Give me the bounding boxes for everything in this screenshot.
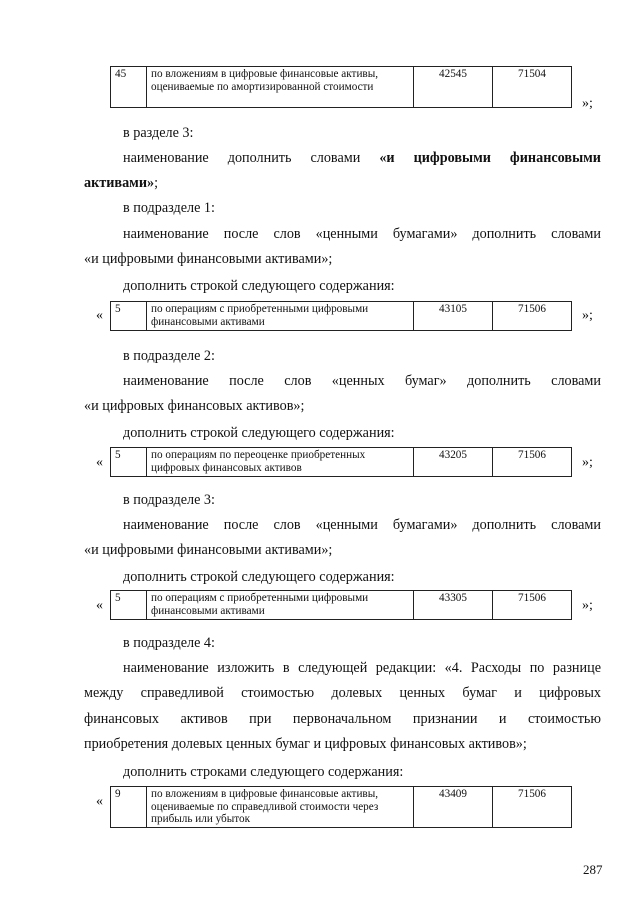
opening-quote: « bbox=[96, 794, 103, 809]
subsection-4-heading: в подразделе 4: bbox=[123, 635, 215, 651]
row-description: по операциям с приобретенными цифровыми финансовыми активами bbox=[147, 302, 414, 331]
paragraph-4-line-2: «и цифровыми финансовыми активами»; bbox=[84, 542, 333, 558]
paragraph-3-line-2: «и цифровых финансовых активов»; bbox=[84, 398, 305, 414]
paragraph-2-line-1: наименование после слов «ценными бумагами» дополнить словами bbox=[123, 226, 601, 242]
row-code-2: 71506 bbox=[493, 787, 572, 828]
subsection-1-heading: в подразделе 1: bbox=[123, 200, 215, 216]
table-row-1 bbox=[110, 66, 572, 108]
row-code-2: 71506 bbox=[493, 448, 572, 477]
closing-quote: »; bbox=[582, 455, 593, 470]
row-code-1: 43305 bbox=[414, 591, 493, 620]
table-row-3 bbox=[110, 447, 572, 477]
row-description: по вложениям в цифровые финансовые активы, оцениваемые по справедливой стоимости через прибыль или убыток bbox=[147, 787, 414, 828]
row-code-1: 43205 bbox=[414, 448, 493, 477]
opening-quote: « bbox=[96, 308, 103, 323]
paragraph-1-line-1: наименование дополнить словами «и цифровыми финансовыми bbox=[123, 150, 601, 166]
row-code-1: 43105 bbox=[414, 302, 493, 331]
paragraph-4-line-1: наименование после слов «ценными бумагами» дополнить словами bbox=[123, 517, 601, 533]
paragraph-1-line-2: активами»; bbox=[84, 175, 159, 191]
closing-quote: »; bbox=[582, 308, 593, 323]
table-row-4 bbox=[110, 590, 572, 620]
table-row-5 bbox=[110, 786, 572, 828]
row-code-2: 71506 bbox=[493, 302, 572, 331]
row-number: 5 bbox=[111, 302, 147, 331]
closing-quote: »; bbox=[582, 96, 593, 111]
row-number: 5 bbox=[111, 448, 147, 477]
row-description: по операциям с приобретенными цифровыми финансовыми активами bbox=[147, 591, 414, 620]
table-row-2 bbox=[110, 301, 572, 331]
add-row-label-2: дополнить строкой следующего содержания: bbox=[123, 425, 395, 441]
subsection-3-heading: в подразделе 3: bbox=[123, 492, 215, 508]
row-code-1: 43409 bbox=[414, 787, 493, 828]
row-number: 9 bbox=[111, 787, 147, 828]
paragraph-5-line-3: финансовых активов при первоначальном признании и стоимостью bbox=[84, 711, 601, 727]
row-number: 45 bbox=[111, 67, 147, 108]
row-number: 5 bbox=[111, 591, 147, 620]
opening-quote: « bbox=[96, 598, 103, 613]
row-code-2: 71504 bbox=[493, 67, 572, 108]
row-code-2: 71506 bbox=[493, 591, 572, 620]
row-description: по операциям по переоценке приобретенных цифровых финансовых активов bbox=[147, 448, 414, 477]
page-number: 287 bbox=[583, 862, 603, 877]
paragraph-2-line-2: «и цифровыми финансовыми активами»; bbox=[84, 251, 333, 267]
section-3-heading: в разделе 3: bbox=[123, 125, 194, 141]
row-description: по вложениям в цифровые финансовые активы, оцениваемые по амортизированной стоимости bbox=[147, 67, 414, 108]
closing-quote: »; bbox=[582, 598, 593, 613]
add-row-label-3: дополнить строкой следующего содержания: bbox=[123, 569, 395, 585]
add-rows-label: дополнить строками следующего содержания: bbox=[123, 764, 404, 780]
opening-quote: « bbox=[96, 455, 103, 470]
row-code-1: 42545 bbox=[414, 67, 493, 108]
subsection-2-heading: в подразделе 2: bbox=[123, 348, 215, 364]
paragraph-5-line-2: между справедливой стоимостью долевых ценных бумаг и цифровых bbox=[84, 685, 601, 701]
paragraph-3-line-1: наименование после слов «ценных бумаг» дополнить словами bbox=[123, 373, 601, 389]
add-row-label-1: дополнить строкой следующего содержания: bbox=[123, 278, 395, 294]
paragraph-5-line-1: наименование изложить в следующей редакции: «4. Расходы по разнице bbox=[123, 660, 601, 676]
paragraph-5-line-4: приобретения долевых ценных бумаг и цифровых финансовых активов»; bbox=[84, 736, 527, 752]
